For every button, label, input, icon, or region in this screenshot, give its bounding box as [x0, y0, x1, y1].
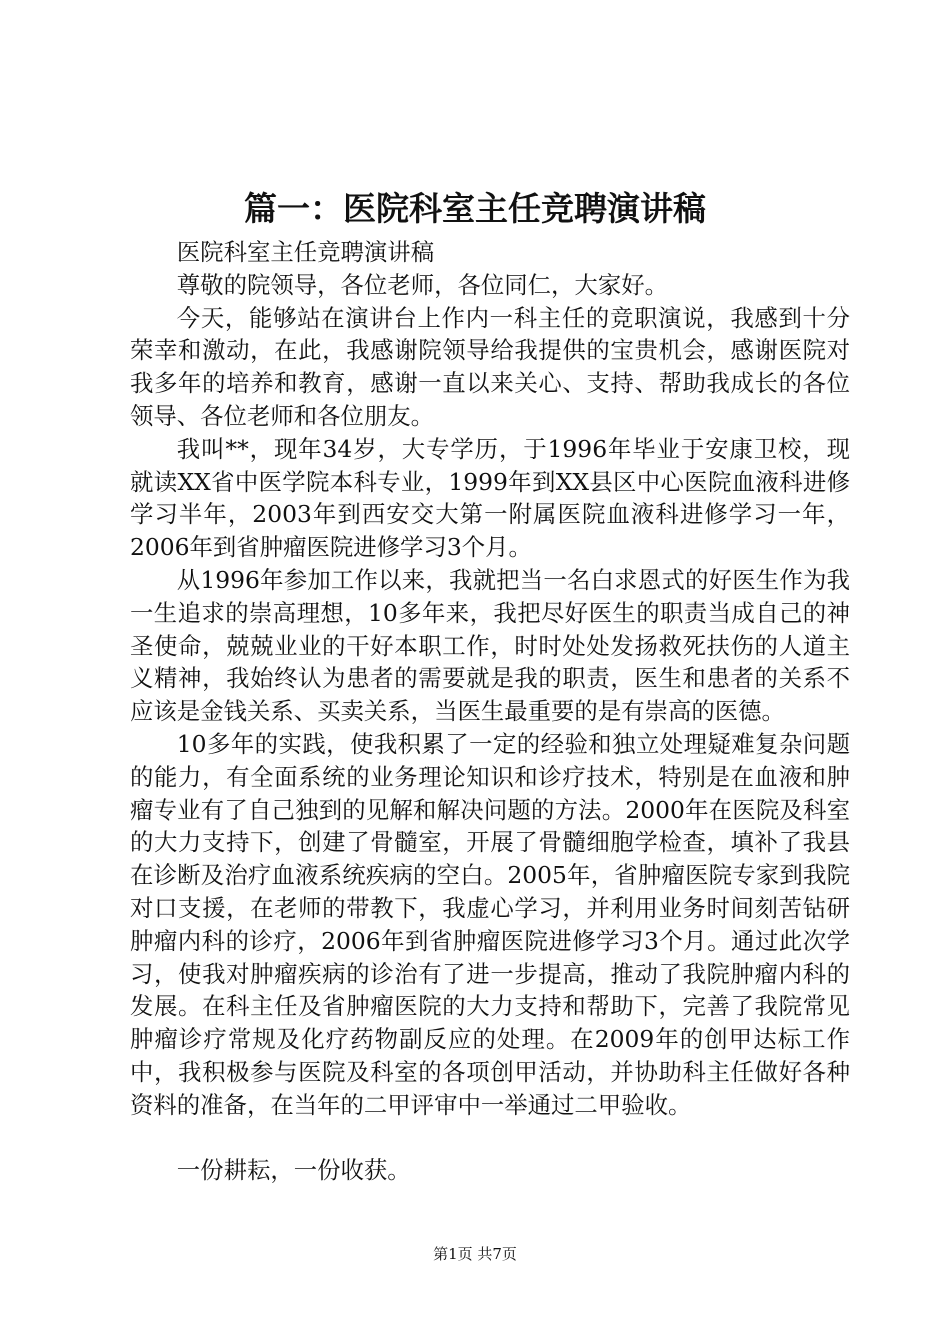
paragraph-background: 我叫**，现年34岁，大专学历，于1996年毕业于安康卫校，现就读XX省中医学院本科专业，1999年到XX县区中心医院血液科进修学习半年，2003年到西安交大第一附属医院血液科进修学习一年，2006年到省肿瘤医院进修学习3个月。: [130, 434, 850, 562]
paragraph-closing: 一份耕耘，一份收获。: [176, 1155, 411, 1184]
document-title: 篇一：医院科室主任竞聘演讲稿: [244, 189, 706, 228]
paragraph-subtitle: 医院科室主任竞聘演讲稿: [176, 238, 435, 266]
document-body: [130, 236, 850, 1186]
paragraph-intro: 今天，能够站在演讲台上作内一科主任的竞职演说，我感到十分荣幸和激动，在此，我感谢院领导给我提供的宝贵机会，感谢医院对我多年的培养和教育，感谢一直以来关心、支持、帮助我成长的各位领导、各位老师和各位朋友。: [130, 303, 850, 430]
paragraph-ideals: 从1996年参加工作以来，我就把当一名白求恩式的好医生作为我一生追求的崇高理想，10多年来，我把尽好医生的职责当成自己的神圣使命，兢兢业业的干好本职工作，时时处处发扬救死扶伤的人道主义精神，我始终认为患者的需要就是我的职责，医生和患者的关系不应该是金钱关系、买卖关系，当医生最重要的是有崇高的医德。: [130, 565, 850, 726]
page-number-footer: 第1页 共7页: [433, 1245, 517, 1263]
paragraph-experience: 10多年的实践，使我积累了一定的经验和独立处理疑难复杂问题的能力，有全面系统的业务理论知识和诊疗技术，特别是在血液和肿瘤专业有了自己独到的见解和解决问题的方法。2000年在医院及科室的大力支持下，创建了骨髓室，开展了骨髓细胞学检查，填补了我县在诊断及治疗血液系统疾病的空白。2005年，省肿瘤医院专家到我院对口支援，在老师的带教下，我虚心学习，并利用业务时间刻苦钻研肿瘤内科的诊疗，2006年到省肿瘤医院进修学习3个月。通过此次学习，使我对肿瘤疾病的诊治有了进一步提高，推动了我院肿瘤内科的发展。在科主任及省肿瘤医院的大力支持和帮助下，完善了我院常见肿瘤诊疗常规及化疗药物副反应的处理。在2009年的创甲达标工作中，我积极参与医院及科室的各项创甲活动，并协助科主任做好各种资料的准备，在当年的二甲评审中一举通过二甲验收。: [130, 729, 850, 1119]
paragraph-greeting: 尊敬的院领导，各位老师，各位同仁，大家好。: [176, 270, 668, 299]
